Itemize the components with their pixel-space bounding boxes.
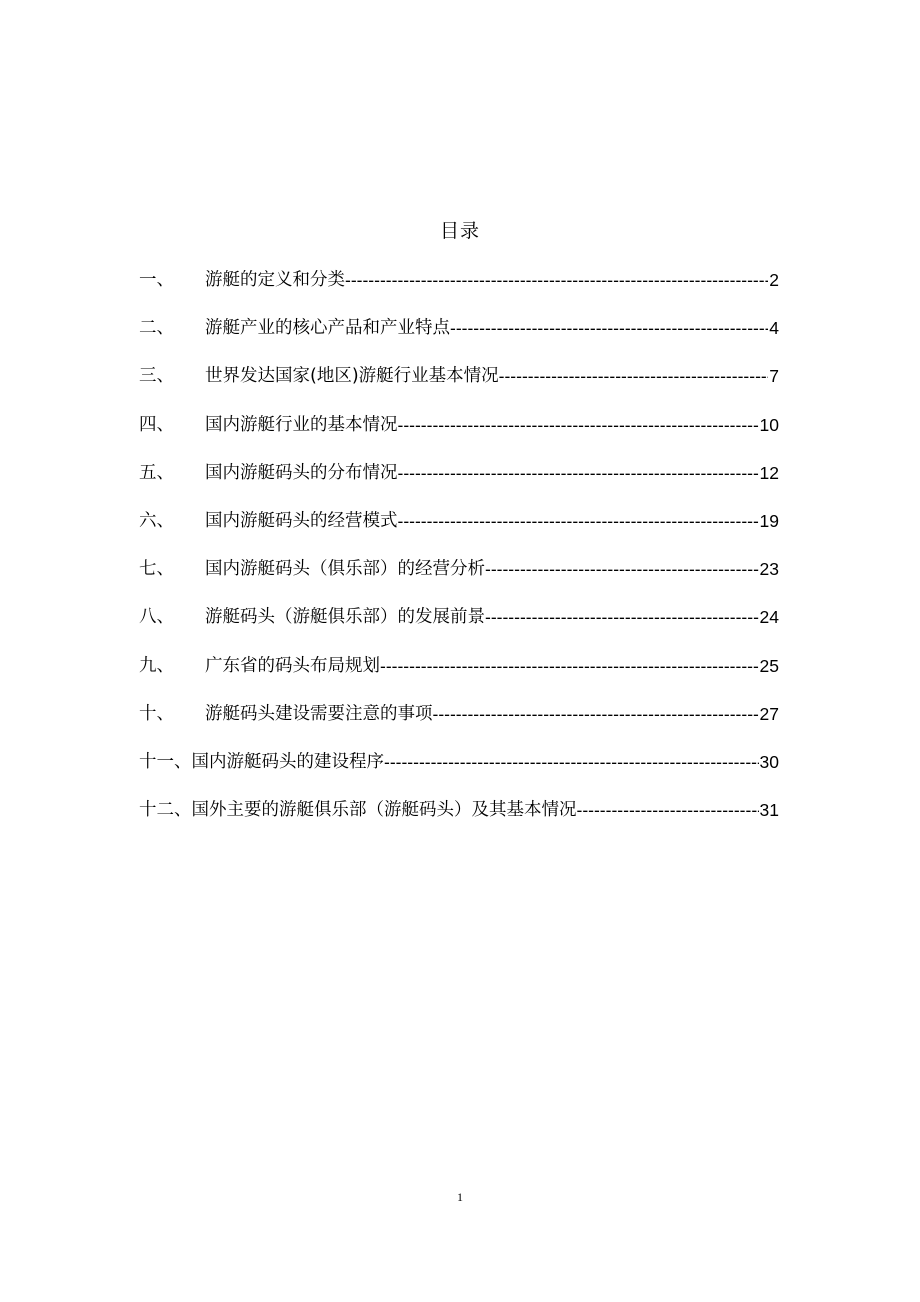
toc-entry-title: 国内游艇码头的建设程序: [191, 751, 384, 772]
toc-entry-number: 十、: [139, 703, 174, 724]
toc-entry-title: 游艇的定义和分类: [205, 270, 345, 290]
toc-title: 目录: [439, 220, 480, 242]
toc-entry-number: 十一、: [139, 751, 192, 772]
toc-entry-page: 24: [759, 607, 779, 628]
toc-entry-5[interactable]: [139, 457, 779, 505]
toc-entry-title: 国内游艇码头（俱乐部）的经营分析: [205, 559, 485, 580]
toc-entry-3[interactable]: [139, 360, 779, 408]
toc-entry-title: 游艇码头建设需要注意的事项: [205, 703, 433, 724]
toc-dot-leader: [398, 409, 759, 441]
toc-entry-number: 二、: [139, 318, 174, 339]
toc-entry-number: 四、: [139, 414, 174, 435]
toc-entry-number: 七、: [139, 559, 174, 580]
toc-dot-leader: [384, 746, 759, 778]
toc-entry-number: 九、: [139, 655, 174, 676]
toc-entry-page: 2: [769, 270, 779, 290]
toc-entry-page: 4: [769, 318, 779, 339]
toc-dot-leader: [450, 312, 768, 344]
toc-entry-title: 游艇产业的核心产品和产业特点: [205, 318, 450, 339]
toc-entry-11[interactable]: [139, 746, 779, 794]
toc-entry-title: 国外主要的游艇俱乐部（游艇码头）及其基本情况: [191, 800, 577, 821]
toc-entry-title: 国内游艇行业的基本情况: [205, 414, 398, 435]
toc-entry-title: 国内游艇码头的经营模式: [205, 510, 398, 531]
toc-entry-number: 八、: [139, 607, 174, 628]
toc-entry-6[interactable]: [139, 505, 779, 553]
toc-entry-number: 三、: [139, 366, 174, 387]
toc-entry-page: 30: [759, 751, 779, 772]
toc-entry-1[interactable]: [139, 264, 779, 312]
toc-entry-page: 23: [759, 559, 779, 580]
toc-dot-leader: [433, 698, 759, 730]
toc-entry-2[interactable]: [139, 312, 779, 360]
toc-entry-title: 世界发达国家(地区)游艇行业基本情况: [205, 366, 499, 387]
toc-entry-page: 25: [759, 655, 779, 676]
page-number: 1: [457, 1190, 463, 1204]
toc-entry-12[interactable]: [139, 794, 779, 842]
toc-entry-7[interactable]: [139, 553, 779, 601]
toc-entry-page: 27: [759, 703, 779, 724]
toc-dot-leader: [345, 264, 768, 296]
toc-entry-number: 一、: [139, 270, 174, 290]
toc-entry-number: 五、: [139, 462, 174, 483]
toc-entry-4[interactable]: [139, 409, 779, 457]
toc-dot-leader: [485, 601, 759, 633]
toc-entry-number: 六、: [139, 510, 174, 531]
toc-entry-10[interactable]: [139, 698, 779, 746]
toc-dot-leader: [398, 457, 759, 489]
toc-entry-title: 国内游艇码头的分布情况: [205, 462, 398, 483]
toc-entry-number: 十二、: [139, 800, 192, 821]
toc-entry-page: 31: [759, 800, 779, 821]
toc-dot-leader: [485, 553, 759, 585]
toc-dot-leader: [577, 794, 759, 826]
toc-entry-page: 7: [769, 366, 779, 387]
toc-dot-leader: [398, 505, 759, 537]
toc-dot-leader: [499, 360, 769, 392]
toc-entry-title: 广东省的码头布局规划: [205, 655, 380, 676]
toc-entry-page: 12: [759, 462, 779, 483]
toc-dot-leader: [380, 650, 759, 682]
toc-entry-9[interactable]: [139, 650, 779, 698]
toc-entry-8[interactable]: [139, 601, 779, 649]
table-of-contents: [139, 264, 779, 842]
toc-entry-page: 10: [759, 414, 779, 435]
toc-entry-title: 游艇码头（游艇俱乐部）的发展前景: [205, 607, 485, 628]
toc-entry-page: 19: [759, 510, 779, 531]
